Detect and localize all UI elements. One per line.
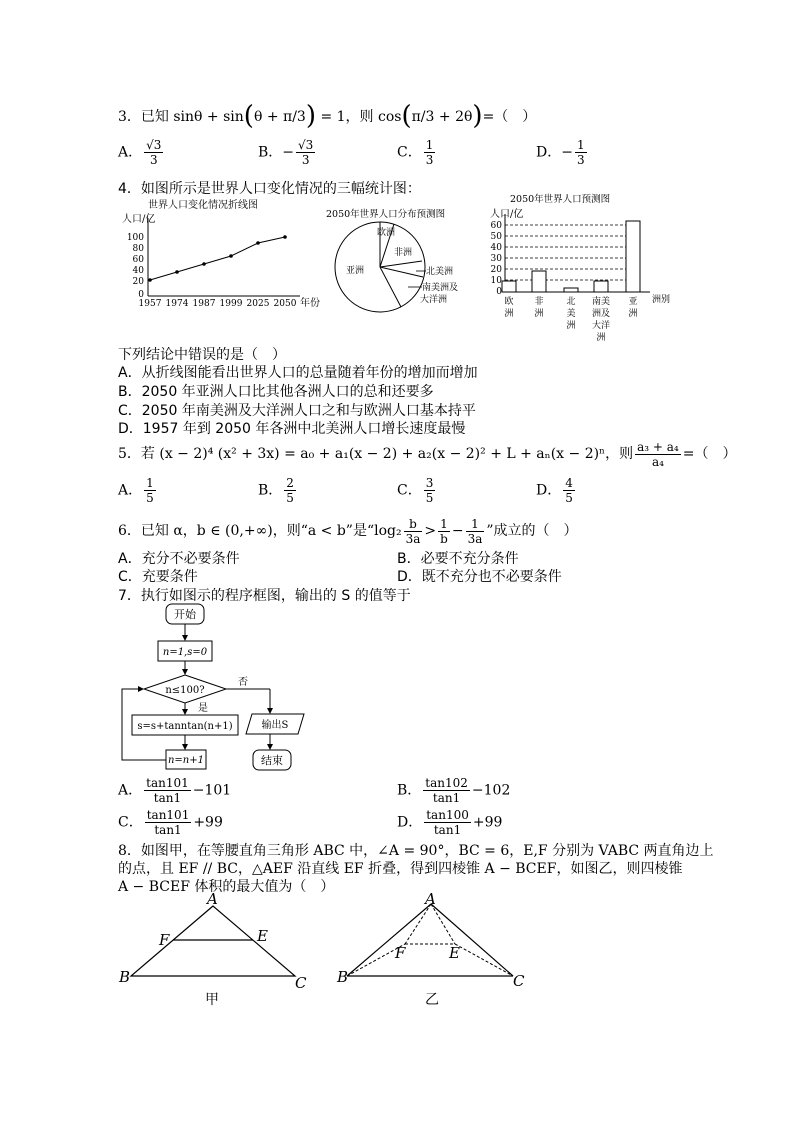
q4-option-c[interactable]: C．2050 年南美洲及大洋洲人口之和与欧洲人口基本持平 <box>118 403 476 419</box>
label-c: C <box>295 974 307 992</box>
bar-label-europe: 欧 <box>504 297 514 307</box>
label-e: E <box>257 927 268 945</box>
label-b2: B <box>337 968 349 986</box>
bar-asia <box>626 221 640 292</box>
line-point <box>229 254 233 258</box>
flow-end-label: 结束 <box>261 754 283 767</box>
line-ytick: 40 <box>132 266 144 276</box>
q3-stem: 3．已知 sinθ + sin(θ + π/3) = 1，则 cos(π/3 + 2θ)=（ ） <box>118 101 537 131</box>
line-ytick: 100 <box>126 233 144 243</box>
line-xtick: 2025 <box>246 299 270 309</box>
q3-option-c[interactable]: C． $\frac{1}{3}$ <box>397 138 434 167</box>
bar-ytick: 50 <box>490 232 502 242</box>
q7-stem: 7．执行如图示的程序框图，输出的 S 的值等于 <box>118 588 411 604</box>
q4-pie-chart <box>326 205 476 313</box>
label-b: B <box>119 968 131 986</box>
q6-option-d[interactable]: D．既不充分也不必要条件 <box>397 569 562 585</box>
bar-chart-ylabel: 人口/亿 <box>490 209 524 220</box>
pie-label-africa: 非洲 <box>394 248 413 258</box>
q4-option-a[interactable]: A．从折线图能看出世界人口的总量随着年份的增加而增加 <box>118 365 478 381</box>
q6-option-c[interactable]: C．充要条件 <box>118 569 198 585</box>
q4-prompt: 下列结论中错误的是（ ） <box>118 347 286 363</box>
label-f: F <box>159 931 170 949</box>
bar-label-asia: 亚 <box>628 297 638 307</box>
svg-text:洲: 洲 <box>504 309 514 319</box>
line-point <box>256 241 260 245</box>
q8-line3: A − BCEF 体积的最大值为（ ） <box>118 879 335 895</box>
q5-stem: 5．若 (x − 2)⁴ (x² + 3x) = a₀ + a₁(x − 2) + a₂(x − 2)² + L + aₙ(x − 2)ⁿ，则 $\frac{\text{a₃ + a₄}}{\text{a₄}}$ =（ ） <box>118 439 737 469</box>
q6-option-b[interactable]: B．必要不充分条件 <box>397 551 519 567</box>
line-ytick: 20 <box>132 277 144 287</box>
line-chart-ylabel: 人口/亿 <box>122 214 156 225</box>
bar-ytick: 20 <box>490 265 502 275</box>
triangle-abc <box>131 906 295 976</box>
q5-option-c[interactable]: C． $\frac{3}{5}$ <box>397 476 434 505</box>
bar-ytick: 60 <box>490 221 502 231</box>
q8-line2: 的点，且 EF // BC，△AEF 沿直线 EF 折叠，得到四棱锥 A − BCEF，如图乙，则四棱锥 <box>118 861 683 877</box>
svg-text:大洋: 大洋 <box>591 321 611 331</box>
bar-ytick: 40 <box>490 243 502 253</box>
q3-option-d[interactable]: D．− $\frac{1}{3}$ <box>536 138 585 167</box>
line-point <box>202 262 206 266</box>
svg-text:洲: 洲 <box>596 333 606 343</box>
label-f2: F <box>395 944 406 962</box>
line-ytick: 60 <box>132 255 144 265</box>
q7-option-d[interactable]: D． $\frac{\tan 100}{\tan 1}$ +99 <box>397 808 503 837</box>
q5-option-a[interactable]: A． $\frac{1}{5}$ <box>118 476 154 505</box>
flow-no-label: 否 <box>238 677 248 688</box>
pie-label-oceania: 大洋洲 <box>420 295 448 305</box>
line-point <box>283 235 287 239</box>
bar-label-south-america: 南美 <box>591 297 611 307</box>
q4-bar-chart <box>478 190 678 345</box>
flow-output-label: 输出S <box>261 720 289 731</box>
pie-chart-title: 2050年世界人口分布预测图 <box>326 209 446 220</box>
q6-stem: 6．已知 α，b ∈ (0,+∞)，则“a < b”是“log₂ $\frac{b}{3a}$ > $\frac{1}{b}$ − $\frac{1}{3a}$ ”成立的（ ） <box>118 516 578 546</box>
svg-text:美: 美 <box>566 309 576 319</box>
q4-option-b[interactable]: B．2050 年亚洲人口比其他各洲人口的总和还要多 <box>118 384 434 400</box>
svg-text:洲及: 洲及 <box>591 309 611 319</box>
caption-jia: 甲 <box>205 992 219 1008</box>
line-ytick: 80 <box>132 244 144 254</box>
flow-start-label: 开始 <box>174 608 196 621</box>
bar-africa <box>532 271 546 292</box>
line-point <box>175 270 179 274</box>
bar-ytick: 30 <box>490 254 502 264</box>
bar-chart-xlabel: 洲别 <box>652 295 671 305</box>
line-xtick: 2050 <box>273 299 297 309</box>
label-e2: E <box>449 944 460 962</box>
bar-ytick: 0 <box>496 287 502 297</box>
q5-option-b[interactable]: B． $\frac{2}{5}$ <box>258 476 294 505</box>
flow-condition-label: n≤100? <box>165 685 205 696</box>
line-series <box>150 237 285 280</box>
q6-option-a[interactable]: A．充分不必要条件 <box>118 551 240 567</box>
line-ytick: 0 <box>138 290 144 300</box>
label-a: A <box>207 890 218 908</box>
line-chart-xlabel: 年份 <box>300 298 320 309</box>
line-xtick: 1999 <box>219 299 243 309</box>
q4-line-chart <box>120 196 330 312</box>
svg-text:洲: 洲 <box>628 309 638 319</box>
q8-figure-yi <box>335 890 535 1010</box>
bar-chart-title: 2050年世界人口预测图 <box>510 194 611 205</box>
q7-option-a[interactable]: A． $\frac{\tan 101}{\tan 1}$ −101 <box>118 776 232 805</box>
bar-south-america <box>594 281 608 292</box>
q8-figure-jia <box>115 890 315 1010</box>
pie-label-south-america: 南美洲及 <box>422 283 459 293</box>
bar-label-africa: 非 <box>534 297 544 307</box>
q7-flowchart <box>118 600 318 775</box>
q7-option-b[interactable]: B． $\frac{\tan 102}{\tan 1}$ −102 <box>397 776 511 805</box>
line-point <box>148 278 152 282</box>
pie-label-north-america: 北美洲 <box>426 267 454 277</box>
line-xtick: 1987 <box>192 299 216 309</box>
q4-stem: 4．如图所示是世界人口变化情况的三幅统计图： <box>118 181 421 197</box>
svg-text:洲: 洲 <box>534 309 544 319</box>
svg-text:洲: 洲 <box>566 321 576 331</box>
q3-option-a[interactable]: A． $\frac{√3}{3}$ <box>118 138 162 167</box>
q3-option-b[interactable]: B．− $\frac{√3}{3}$ <box>258 138 314 167</box>
pie-label-europe: 欧洲 <box>377 228 396 238</box>
flow-init-label: n=1,s=0 <box>162 647 208 658</box>
q4-option-d[interactable]: D．1957 年到 2050 年各洲中北美洲人口增长速度最慢 <box>118 421 466 437</box>
q5-option-d[interactable]: D． $\frac{4}{5}$ <box>536 476 573 505</box>
flow-increment-label: n=n+1 <box>167 755 205 766</box>
caption-yi: 乙 <box>425 992 439 1008</box>
bar-label-north-america: 北 <box>566 297 576 307</box>
label-a2: A <box>425 890 436 908</box>
q8-line1: 8．如图甲，在等腰直角三角形 ABC 中，∠A = 90°，BC = 6，E,F 分别为 VABC 两直角边上 <box>118 843 714 859</box>
line-chart-title: 世界人口变化情况折线图 <box>148 200 258 211</box>
pie-label-asia: 亚洲 <box>346 266 365 276</box>
line-xtick: 1957 <box>138 299 162 309</box>
q7-option-c[interactable]: C． $\frac{\tan 101}{\tan 1}$ +99 <box>118 808 223 837</box>
bar-europe <box>502 281 516 292</box>
line-xtick: 1974 <box>165 299 189 309</box>
bar-north-america <box>564 288 578 292</box>
flow-yes-label: 是 <box>198 703 208 714</box>
label-c2: C <box>513 972 525 990</box>
flow-body-label: s=s+tanntan(n+1) <box>137 721 233 732</box>
bar-ytick: 10 <box>490 276 502 286</box>
